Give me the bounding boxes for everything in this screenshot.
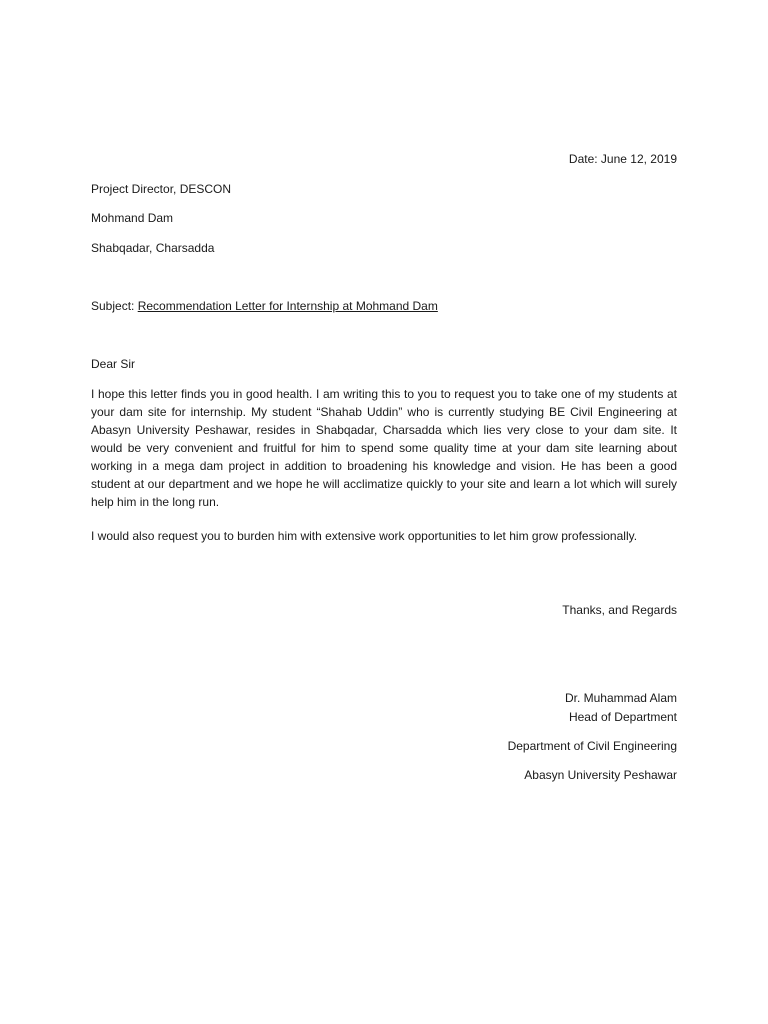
recipient-line-2: Mohmand Dam — [91, 211, 174, 225]
closing: Thanks, and Regards — [562, 603, 677, 617]
recipient-line-3: Shabqadar, Charsadda — [91, 241, 215, 255]
body-paragraph-2: I would also request you to burden him with extensive work opportunities to let him grow professionally. — [91, 529, 638, 543]
subject-text: Recommendation Letter for Internship at Mohmand Dam — [137, 299, 438, 313]
signature-institution: Abasyn University Peshawar — [524, 768, 677, 782]
subject-label: Subject: — [91, 299, 138, 313]
letter-date: Date: June 12, 2019 — [568, 152, 677, 166]
signature-department: Department of Civil Engineering — [507, 739, 677, 753]
signature-title: Head of Department — [568, 710, 677, 724]
subject-line — [91, 298, 438, 314]
salutation: Dear Sir — [91, 357, 136, 371]
body-paragraph-1: I hope this letter finds you in good health. I am writing this to you to request you to take one of my students at your dam site for internship. My student “Shahab Uddin” who is currently studying BE Civil Engineering at Abasyn University Peshawar, resides in Shabqadar, Charsadda which lies very close to your dam site. It would be very convenient and fruitful for him to spend some quality time at your dam site learning about working in a mega dam project in addition to broadening his knowledge and vision. He has been a good student at our department and we hope he will acclimatize quickly to your site and learn a lot which will surely help him in the long run. — [91, 387, 677, 509]
recipient-line-1: Project Director, DESCON — [91, 182, 232, 196]
signature-name: Dr. Muhammad Alam — [564, 691, 677, 705]
